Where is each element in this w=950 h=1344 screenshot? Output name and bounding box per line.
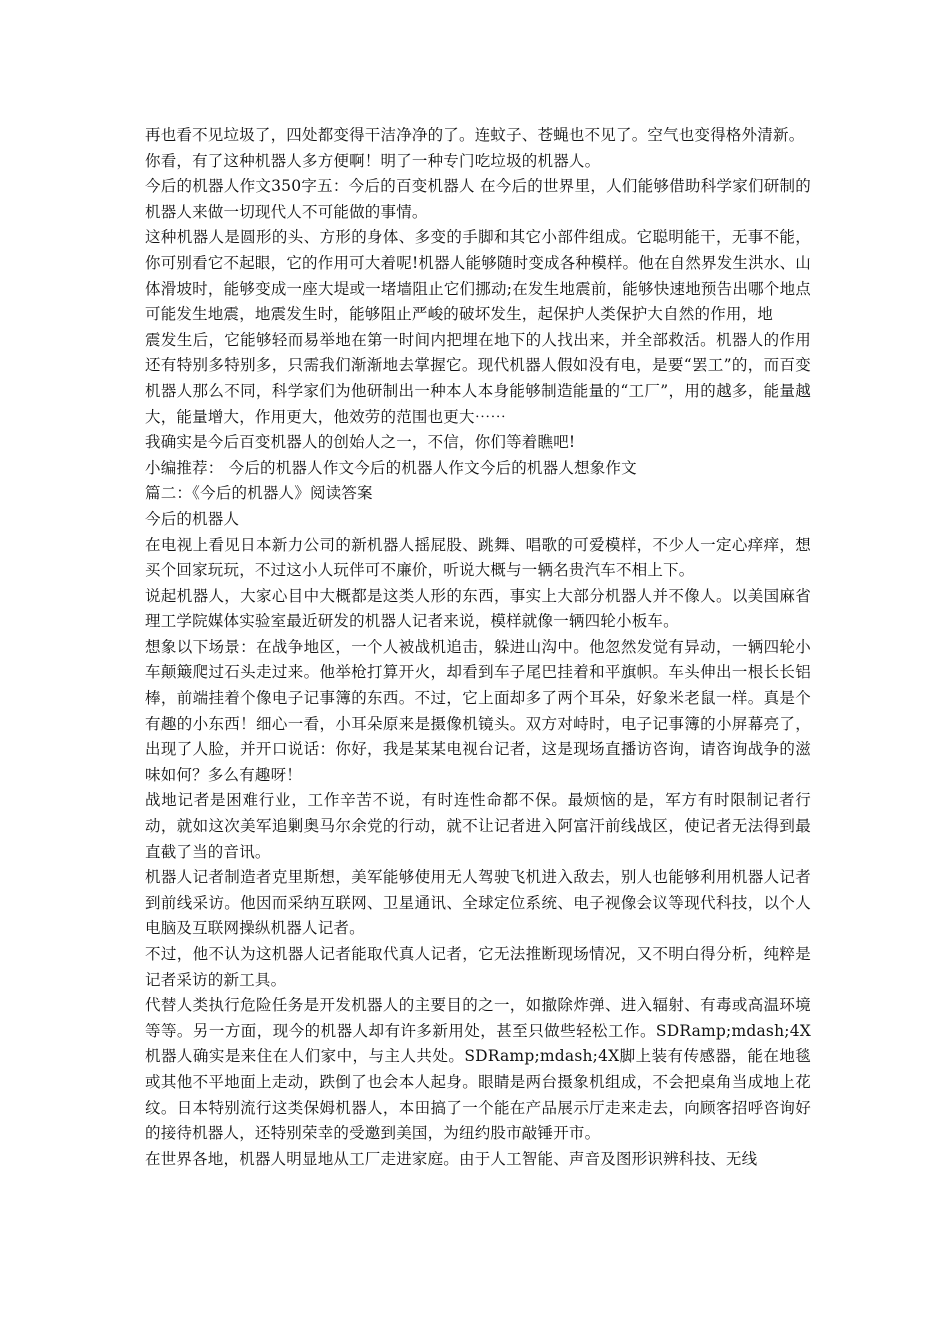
article-title: 今后的机器人 <box>145 509 240 528</box>
paragraph: 想象以下场景：在战争地区，一个人被战机追击，躲进山沟中。他忽然发觉有异动，一辆四轮小车颠簸爬过石头走过来。他举枪打算开火，却看到车子尾巴挂着和平旗帜。车头伸出一根长长铝棒，前端挂着个像电子记事簿的东西。不过，它上面却多了两个耳朵，好象米老鼠一样。真是个有趣的小东西！细心一看，小耳朵原来是摄像机镜头。双方对峙时，电子记事簿的小屏幕亮了，出现了人脸，并开口说话：你好，我是某某电视台记者，这是现场直播访咨询，请咨询战争的滋味如何？多么有趣呀！ <box>145 637 811 784</box>
paragraph: 机器人记者制造者克里斯想，美军能够使用无人驾驶飞机进入敌去，别人也能够利用机器人记者到前线采访。他因而采纳互联网、卫星通讯、全球定位系统、电子视像会议等现代科技，以个人电脑及互联网操纵机器人记者。 <box>145 868 811 938</box>
paragraph: 代替人类执行危险任务是开发机器人的主要目的之一，如撤除炸弹、进入辐射、有毒或高温环境等等。另一方面，现今的机器人却有许多新用处，甚至只做些轻松工作。SDRamp;mdash;4X机器人确实是来住在人们家中，与主人共处。SDRamp;mdash;4X脚上装有传感器，能在地毯或其他不平地面上走动，跌倒了也会本人起身。眼睛是两台摄象机组成，不会把桌角当成地上花纹。日本特别流行这类保姆机器人，本田搞了一个能在产品展示厅走来走去，向顾客招呼咨询好的接待机器人，还特别荣幸的受邀到美国，为纽约股市敲锤开市。 <box>145 996 811 1143</box>
paragraph: 我确实是今后百变机器人的创始人之一，不信，你们等着瞧吧! <box>145 433 576 452</box>
paragraph: 战地记者是困难行业，工作辛苦不说，有时连性命都不保。最烦恼的是，军方有时限制记者行动，就如这次美军追剿奥马尔余党的行动，就不让记者进入阿富汗前线战区，使记者无法得到最直截了当的音讯。 <box>145 791 811 861</box>
paragraph: 你看，有了这种机器人多方便啊！明了一种专门吃垃圾的机器人。 <box>145 151 601 170</box>
paragraph: 在世界各地，机器人明显地从工厂走进家庭。由于人工智能、声音及图形识辨科技、无线 <box>145 1149 758 1168</box>
paragraph: 在电视上看见日本新力公司的新机器人摇屁股、跳舞、唱歌的可爱模样，不少人一定心痒痒，想买个回家玩玩，不过这小人玩伴可不廉价，听说大概与一辆名贵汽车不相上下。 <box>145 535 811 580</box>
paragraph: 今后的机器人作文350字五：今后的百变机器人 在今后的世界里，人们能够借助科学家们研制的机器人来做一切现代人不可能做的事情。 <box>145 177 811 221</box>
paragraph: 这种机器人是圆形的头、方形的身体、多变的手脚和其它小部件组成。它聪明能干，无事不能，你可别看它不起眼，它的作用可大着呢!机器人能够随时变成各种模样。他在自然界发生洪水、山体滑坡时，能够变成一座大堤或一堵墙阻止它们挪动;在发生地震前，能够快速地预告出哪个地点可能发生地震，地震发生时，能够阻止严峻的破坏发生，起保护人类保护大自然的作用，地 <box>145 228 811 324</box>
paragraph: 再也看不见垃圾了，四处都变得干洁净净的了。连蚊子、苍蝇也不见了。空气也变得格外清新。 <box>145 126 805 144</box>
paragraph: 小编推荐： 今后的机器人作文今后的机器人作文今后的机器人想象作文 <box>145 458 637 477</box>
section-heading: 篇二：《今后的机器人》阅读答案 <box>145 484 373 503</box>
paragraph: 震发生后，它能够轻而易举地在第一时间内把埋在地下的人找出来，并全部救活。机器人的作用还有特别多特别多，只需我们渐渐地去掌握它。现代机器人假如没有电，是要“罢工”的，而百变机器人那么不同，科学家们为他研制出一种本人本身能够制造能量的“工厂”，用的越多，能量越大，能量增大，作用更大，他效劳的范围也更大⋯⋯ <box>145 330 811 426</box>
document-body <box>145 123 811 1172</box>
paragraph: 不过，他不认为这机器人记者能取代真人记者，它无法推断现场情况，又不明白得分析，纯粹是记者采访的新工具。 <box>145 945 811 989</box>
paragraph: 说起机器人，大家心目中大概都是这类人形的东西，事实上大部分机器人并不像人。以美国麻省理工学院媒体实验室最近研发的机器人记者来说，模样就像一辆四轮小板车。 <box>145 586 811 631</box>
